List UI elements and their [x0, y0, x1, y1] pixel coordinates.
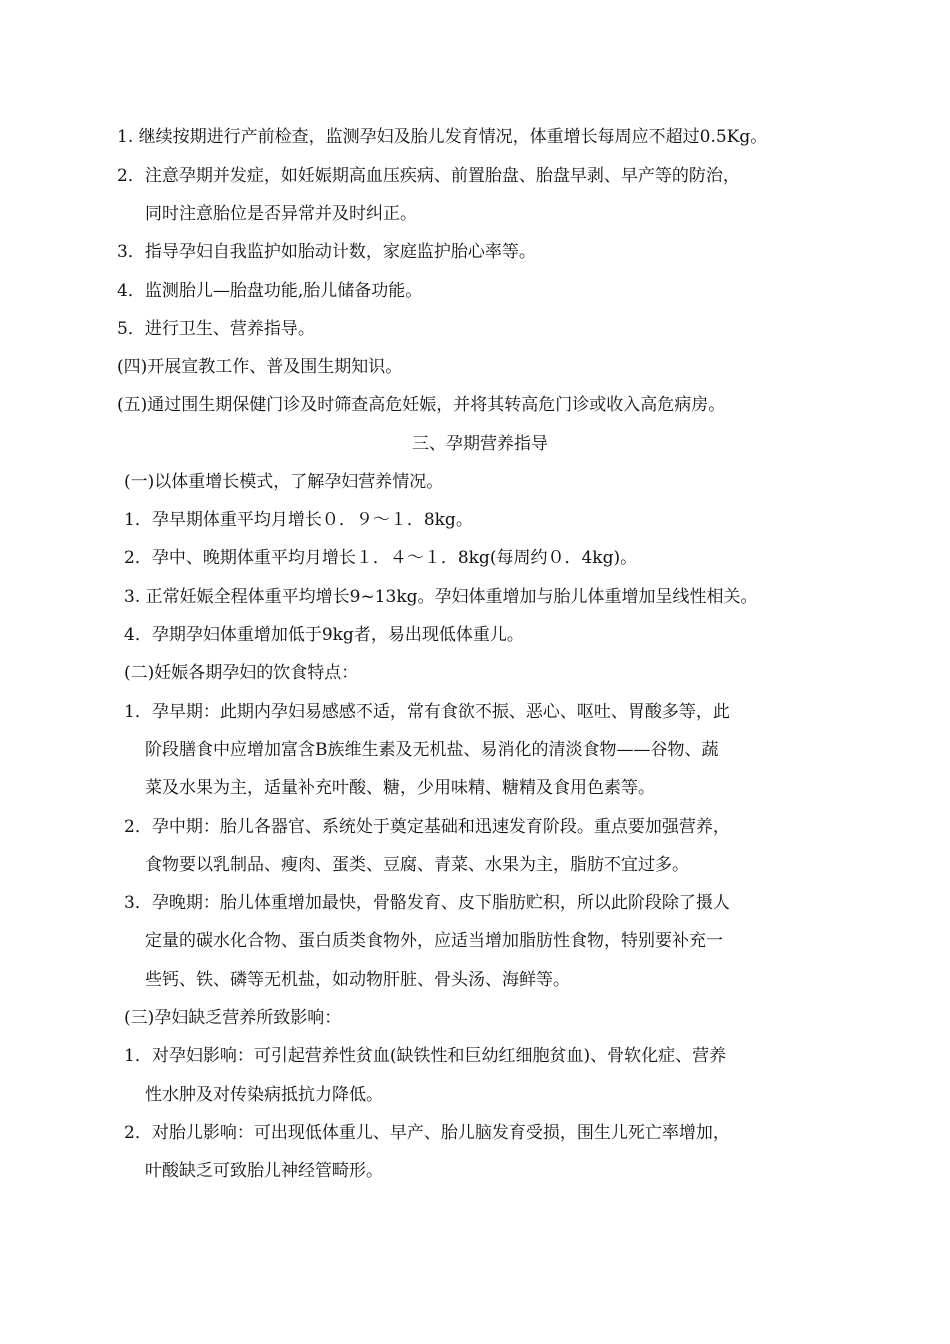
- text-line: 1. 继续按期进行产前检查，监测孕妇及胎儿发育情况，体重增长每周应不超过0.5Kg。: [117, 127, 768, 147]
- text-line: 同时注意胎位是否异常并及时纠正。: [145, 204, 417, 224]
- text-line: 1．对孕妇影响：可引起营养性贫血(缺铁性和巨幼红细胞贫血)、骨软化症、营养: [124, 1046, 727, 1066]
- text-line: 2．孕中、晚期体重平均月增长１．４～１．8kg(每周约０．4kg)。: [124, 548, 638, 568]
- text-line: (二)妊娠各期孕妇的饮食特点：: [124, 663, 359, 683]
- text-line: 3．指导孕妇自我监护如胎动计数，家庭监护胎心率等。: [117, 242, 536, 262]
- text-line: 些钙、铁、磷等无机盐，如动物肝脏、骨头汤、海鲜等。: [145, 970, 570, 990]
- text-line: 定量的碳水化合物、蛋白质类食物外，应适当增加脂肪性食物，特别要补充一: [145, 931, 723, 951]
- text-line: (四)开展宣教工作、普及围生期知识。: [117, 357, 403, 377]
- text-line: 菜及水果为主，适量补充叶酸、糖，少用味精、糖精及食用色素等。: [145, 778, 655, 798]
- text-line: 3. 正常妊娠全程体重平均增长9~13kg。孕妇体重增加与胎儿体重增加呈线性相关。: [124, 587, 758, 607]
- text-line: 3．孕晚期：胎儿体重增加最快，骨骼发育、皮下脂肪贮积，所以此阶段除了摄人: [124, 893, 730, 913]
- section-heading: 三、孕期营养指导: [412, 434, 548, 454]
- text-line: 性水肿及对传染病抵抗力降低。: [145, 1085, 383, 1105]
- text-line: 4．孕期孕妇体重增加低于9kg者，易出现低体重儿。: [124, 625, 524, 645]
- text-line: 1．孕早期体重平均月增长０．９～１．8kg。: [124, 510, 473, 530]
- text-line: (五)通过围生期保健门诊及时筛查高危妊娠，并将其转高危门诊或收入高危病房。: [117, 395, 726, 415]
- text-line: (一)以体重增长模式，了解孕妇营养情况。: [124, 472, 444, 492]
- text-line: 2．对胎儿影响：可出现低体重儿、早产、胎儿脑发育受损，围生儿死亡率增加，: [124, 1123, 730, 1143]
- text-line: 阶段膳食中应增加富含B族维生素及无机盐、易消化的清淡食物——谷物、蔬: [145, 740, 719, 760]
- text-line: 5．进行卫生、营养指导。: [117, 319, 315, 339]
- text-line: 2．孕中期：胎儿各器官、系统处于奠定基础和迅速发育阶段。重点要加强营养，: [124, 817, 730, 837]
- text-line: (三)孕妇缺乏营养所致影响：: [124, 1008, 342, 1028]
- text-line: 食物要以乳制品、瘦肉、蛋类、豆腐、青菜、水果为主，脂肪不宜过多。: [145, 855, 689, 875]
- text-line: 4．监测胎儿—胎盘功能,胎儿储备功能。: [117, 281, 423, 301]
- text-line: 1．孕早期：此期内孕妇易感感不适，常有食欲不振、恶心、呕吐、胃酸多等，此: [124, 702, 730, 722]
- text-line: 2．注意孕期并发症，如妊娠期高血压疾病、前置胎盘、胎盘早剥、早产等的防治，: [117, 166, 740, 186]
- text-line: 叶酸缺乏可致胎儿神经管畸形。: [145, 1161, 383, 1181]
